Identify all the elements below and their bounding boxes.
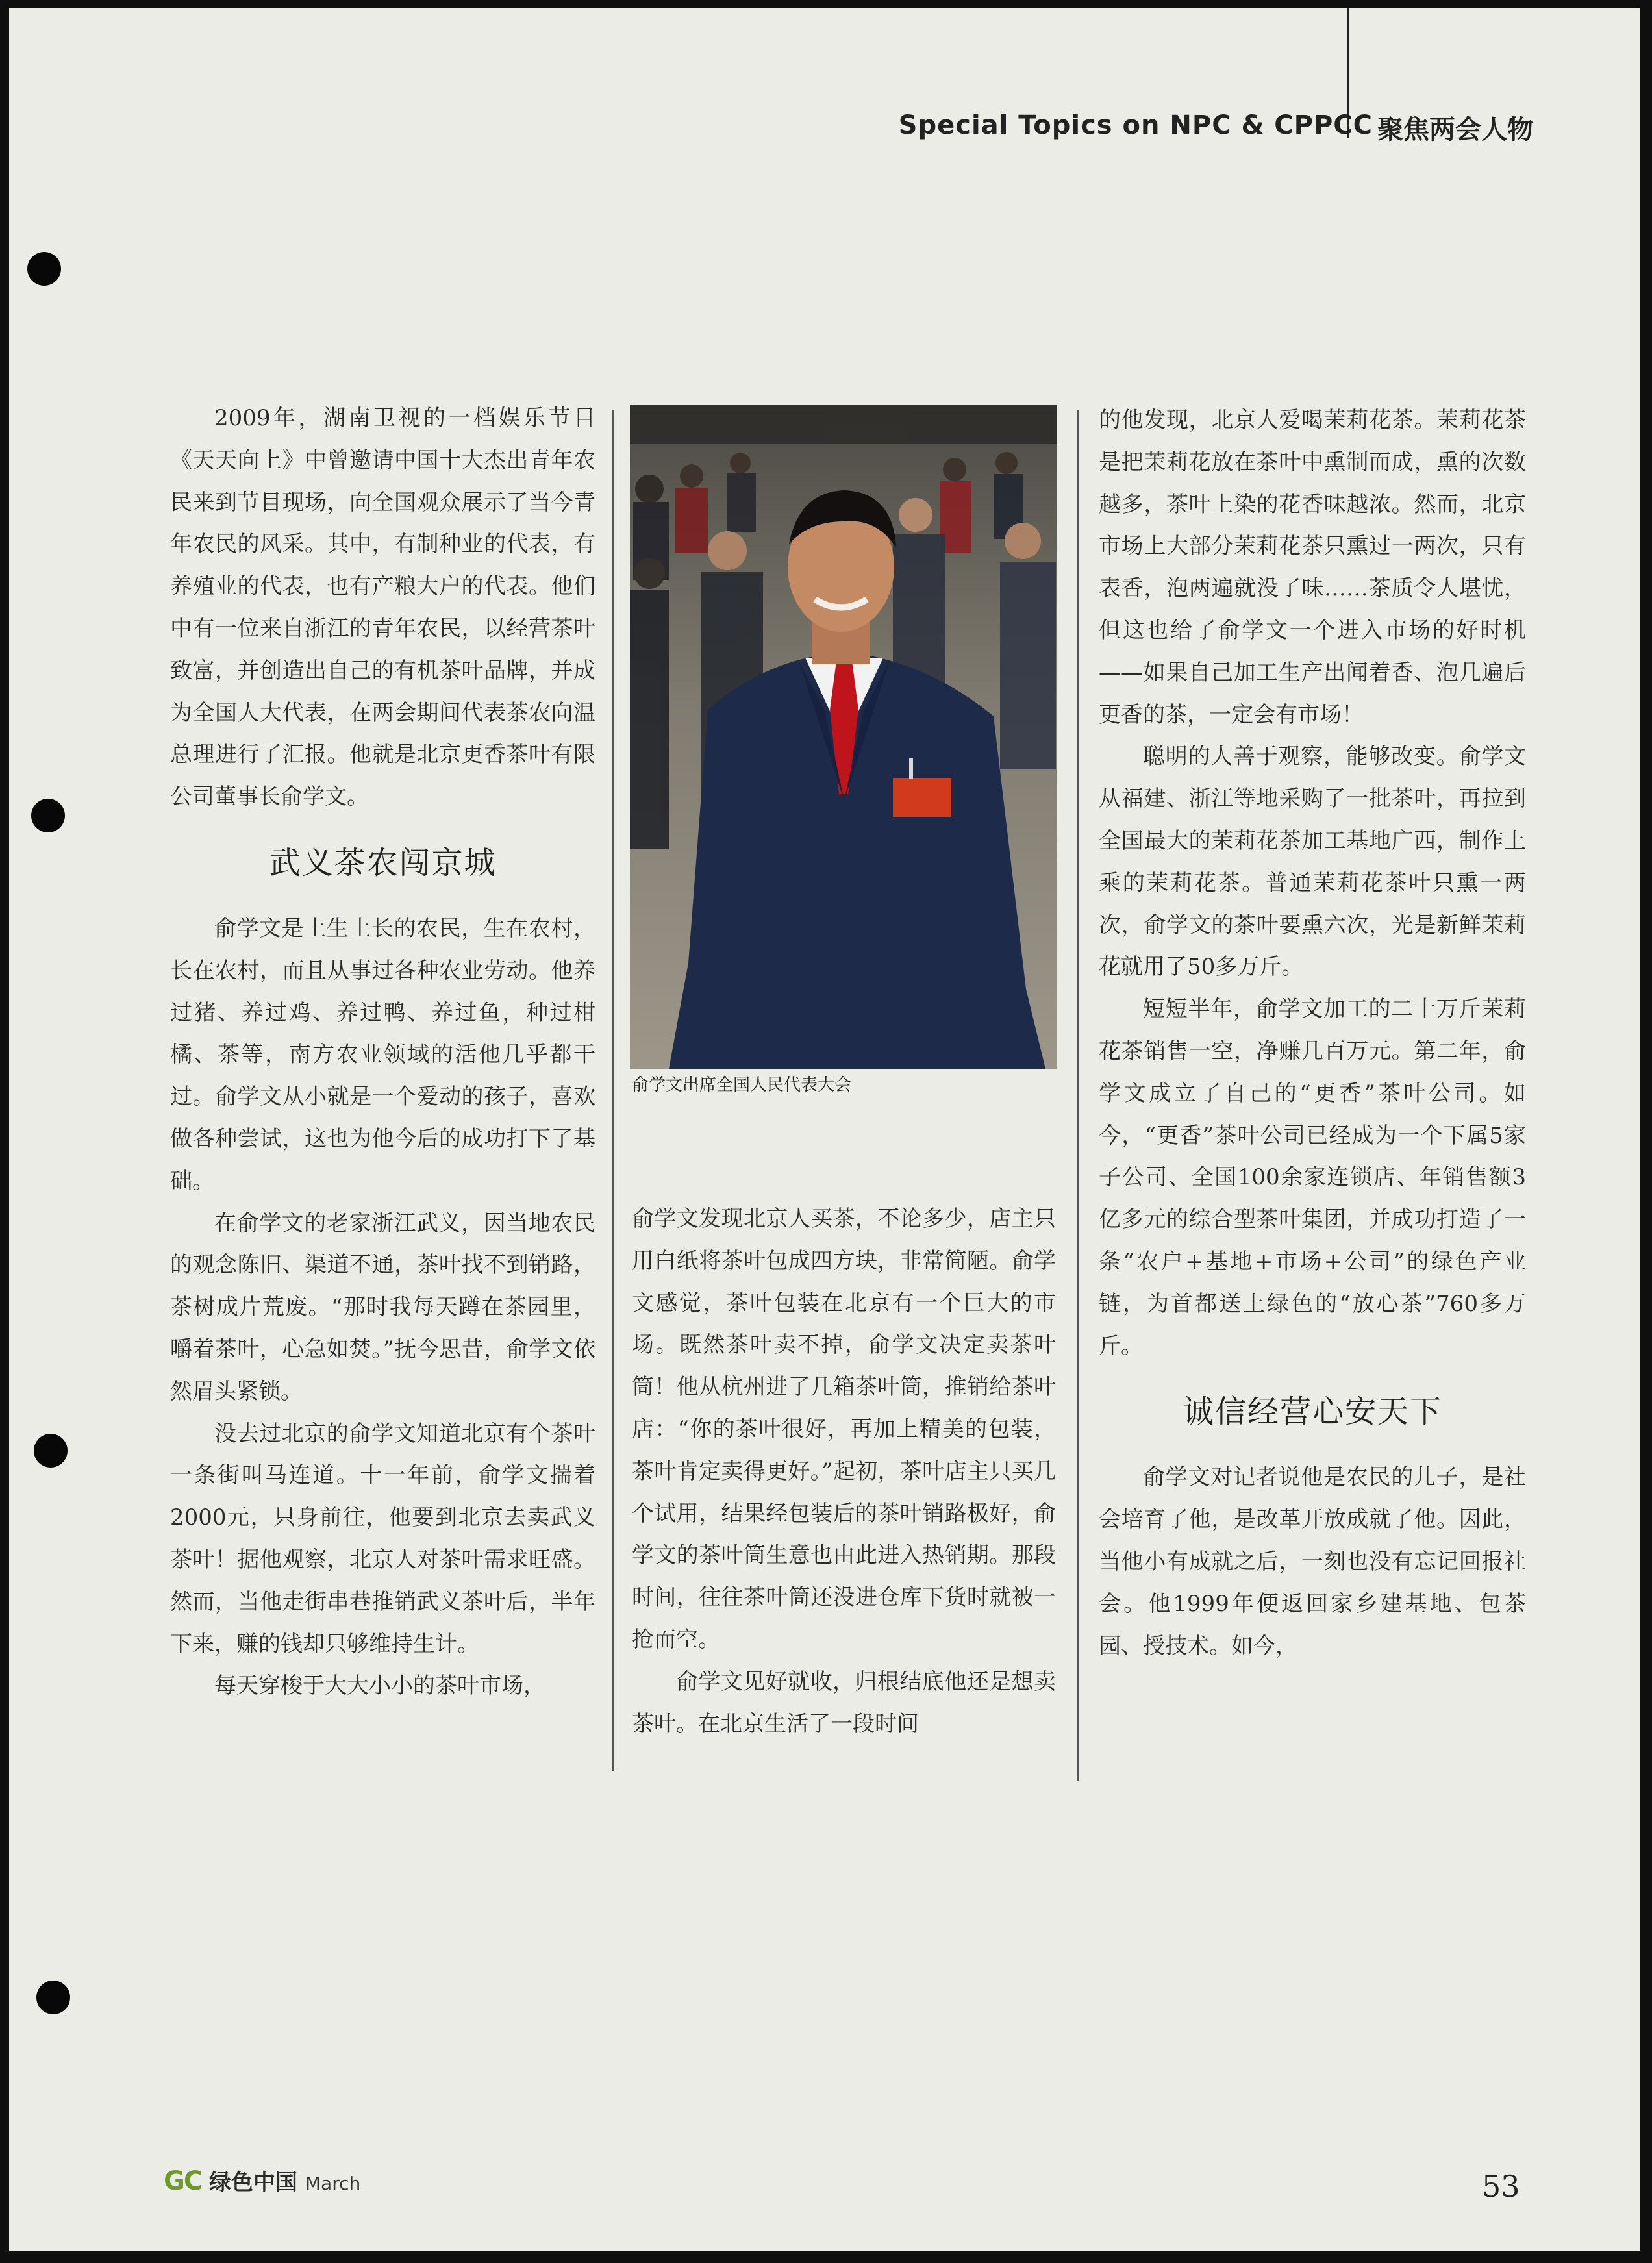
article-column-2 <box>632 1198 1056 1745</box>
binder-hole <box>36 1981 70 2014</box>
binder-hole <box>31 799 65 832</box>
paragraph: 短短半年，俞学文加工的二十万斤茉莉花茶销售一空，净赚几百万元。第二年，俞学文成立了自己的“更香”茶叶公司。如今，“更香”茶叶公司已经成为一个下属5家子公司、全国100余家连锁店、年销售额3亿多元的综合型茶叶集团，并成功打造了一条“农户+基地+市场+公司”的绿色产业链，为首都送上绿色的“放心茶”760多万斤。 <box>1099 996 1526 1359</box>
paragraph: 在俞学文的老家浙江武义，因当地农民的观念陈旧、渠道不通，茶叶找不到销路，茶树成片荒废。“那时我每天蹲在茶园里，嚼着茶叶，心急如焚。”抚今思昔，俞学文依然眉头紧锁。 <box>170 1210 595 1405</box>
logo-text: 绿色中国 <box>209 2169 298 2195</box>
header-english: Special Topics on NPC & CPPCC <box>898 110 1373 140</box>
paragraph: 俞学文见好就收，归根结底他还是想卖茶叶。在北京生活了一段时间 <box>632 1668 1056 1737</box>
header-chinese: 聚焦两会人物 <box>1377 115 1533 145</box>
paragraph: 聪明的人善于观察，能够改变。俞学文从福建、浙江等地采购了一批茶叶，再拉到全国最大的茉莉花茶加工基地广西，制作上乘的茉莉花茶。普通茉莉花茶叶只熏一两次，俞学文的茶叶要熏六次，光是新鲜茉莉花就用了50多万斤。 <box>1099 744 1526 981</box>
binder-hole <box>27 252 61 286</box>
paragraph: 俞学文发现北京人买茶，不论多少，店主只用白纸将茶叶包成四方块，非常简陋。俞学文感觉，茶叶包装在北京有一个巨大的市场。既然茶叶卖不掉，俞学文决定卖茶叶筒！他从杭州进了几箱茶叶筒，推销给茶叶店：“你的茶叶很好，再加上精美的包装，茶叶肯定卖得更好。”起初，茶叶店主只买几个试用，结果经包装后的茶叶销路极好，俞学文的茶叶筒生意也由此进入热销期。那段时间，往往茶叶筒还没进仓库下货时就被一抢而空。 <box>632 1206 1056 1653</box>
paragraph: 每天穿梭于大大小小的茶叶市场， <box>214 1673 545 1699</box>
section-subheading: 诚信经营心安天下 <box>1182 1394 1442 1431</box>
portrait-photo <box>630 405 1057 1069</box>
magazine-logo <box>164 2164 360 2196</box>
paragraph: 俞学文对记者说他是农民的儿子，是社会培育了他，是改革开放成就了他。因此，当他小有成就之后，一刻也没有忘记回报社会。他1999年便返回家乡建基地、包茶园、授技术。如今， <box>1099 1464 1526 1659</box>
photo-caption: 俞学文出席全国人民代表大会 <box>632 1075 852 1095</box>
section-subheading: 武义茶农闯京城 <box>269 844 497 881</box>
issue-month: March <box>305 2173 361 2194</box>
article-column-1 <box>170 397 595 1707</box>
paragraph: 2009年，湖南卫视的一档娱乐节目《天天向上》中曾邀请中国十大杰出青年农民来到节目现场，向全国观众展示了当今青年农民的风采。其中，有制种业的代表，有养殖业的代表，也有产粮大户的代表。他们中有一位来自浙江的青年农民，以经营茶叶致富，并创造出自己的有机茶叶品牌，并成为全国人大代表，在两会期间代表茶农向温总理进行了汇报。他就是北京更香茶叶有限公司董事长俞学文。 <box>170 405 595 810</box>
section-header <box>779 109 1533 145</box>
article-column-3 <box>1099 399 1526 1667</box>
column-divider <box>1077 410 1079 1781</box>
page-number: 53 <box>1482 2169 1520 2204</box>
logo-mark: GC <box>164 2166 202 2196</box>
paragraph: 没去过北京的俞学文知道北京有个茶叶一条街叫马连道。十一年前，俞学文揣着2000元，只身前往，他要到北京去卖武义茶叶！据他观察，北京人对茶叶需求旺盛。然而，当他走街串巷推销武义茶叶后，半年下来，赚的钱却只够维持生计。 <box>170 1420 595 1657</box>
column-divider <box>612 410 614 1771</box>
paragraph: 的他发现，北京人爱喝茉莉花茶。茉莉花茶是把茉莉花放在茶叶中熏制而成，熏的次数越多，茶叶上染的花香味越浓。然而，北京市场上大部分茉莉花茶只熏过一两次，只有表香，泡两遍就没了味……茶质令人堪忧，但这也给了俞学文一个进入市场的好时机——如果自己加工生产出闻着香、泡几遍后更香的茶，一定会有市场！ <box>1099 407 1526 728</box>
paragraph: 俞学文是土生土长的农民，生在农村，长在农村，而且从事过各种农业劳动。他养过猪、养过鸡、养过鸭、养过鱼，种过柑橘、茶等，南方农业领域的活他几乎都干过。俞学文从小就是一个爱动的孩子，喜欢做各种尝试，这也为他今后的成功打下了基础。 <box>170 915 595 1194</box>
binder-hole <box>34 1434 68 1468</box>
